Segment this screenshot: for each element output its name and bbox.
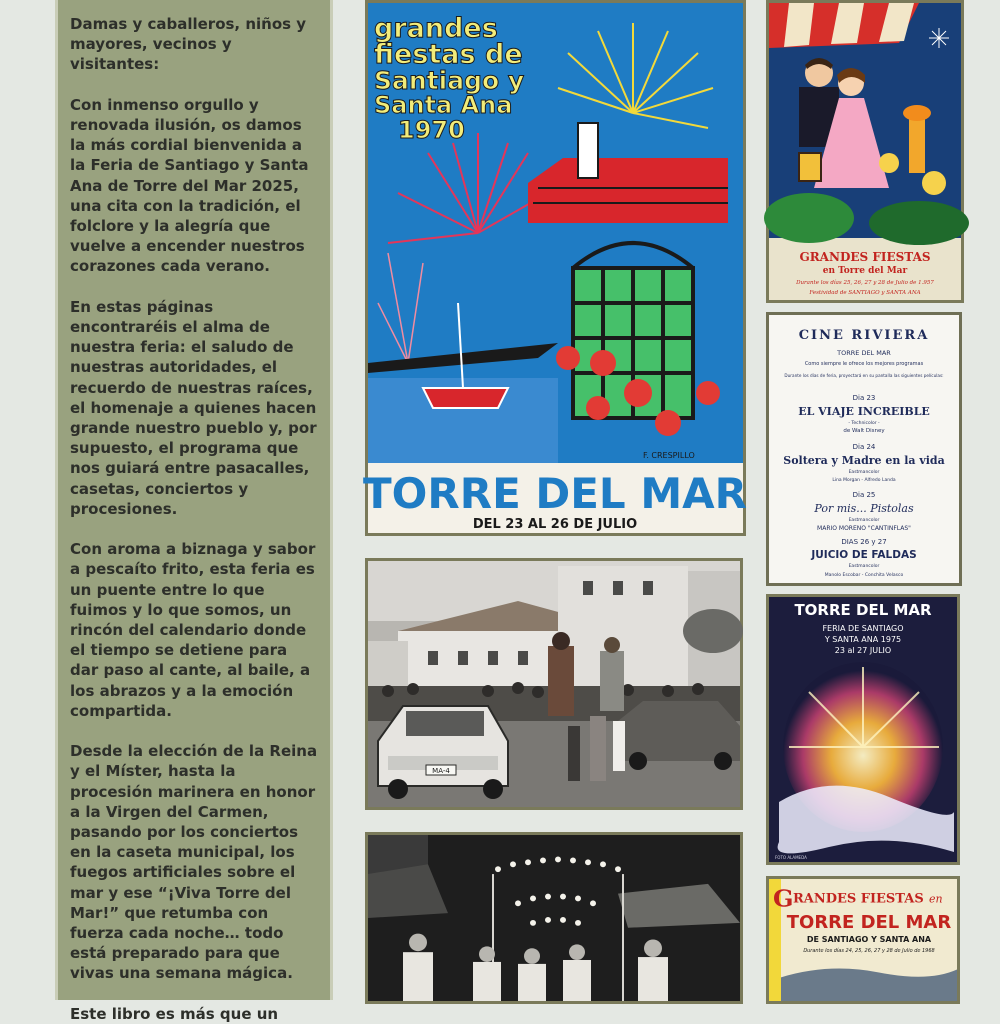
- cine-riviera-film-1-day: Dia 23: [852, 394, 876, 402]
- cine-riviera-film-4-credit: Manolo Escobar - Conchita Velasco: [824, 573, 904, 578]
- poster-1970-year: 1970: [398, 116, 465, 144]
- poster-1975: [766, 594, 960, 865]
- poster-1968: [766, 876, 960, 1004]
- poster-1970-title-line-3: Santiago y: [374, 66, 525, 95]
- intro-paragraph-6: Este libro es más que un: [70, 1004, 279, 1023]
- intro-paragraph-2: Con inmenso orgullo y renovada ilusión, os damos la más cordial bienvenida a la Feria de Santiago y Santa Ana de Torre del Mar 2025, una cita con la tradición, el folclore y la alegría que vuelve a encender nuestros corazones cada verano.: [70, 95, 309, 276]
- poster-1970: [365, 0, 746, 536]
- welcome-text-panel: [55, 0, 333, 1023]
- poster-1957-art: [769, 3, 961, 300]
- cine-riviera-title: CINE RIVIERA: [798, 328, 930, 343]
- cine-riviera-film-2-credit: Lina Morgan - Alfredo Landa: [832, 478, 896, 483]
- cine-riviera-art: [769, 315, 959, 583]
- cine-riviera-film-2-title: Soltera y Madre en la vida: [783, 454, 945, 467]
- cine-riviera-tagline: Como siempre le ofrece los mejores programas: [804, 361, 924, 367]
- poster-1957-dates: Durante los días 25, 26, 27 y 28 de Julio de 1.957: [796, 280, 934, 286]
- cine-riviera-film-4-title: JUICIO DE FALDAS: [811, 549, 917, 561]
- cine-riviera-film-4-format: Eastmancolor: [848, 564, 880, 569]
- poster-1975-art: [769, 597, 957, 862]
- cine-riviera-film-2-format: Eastmancolor: [848, 470, 880, 475]
- night-procession-photo-art: [368, 835, 740, 1001]
- intro-paragraph-3: En estas páginas encontraréis el alma de nuestra feria: el saludo de nuestras autoridades, el recuerdo de nuestras raíces, el homenaje a quienes hacen grande nuestro pueblo y, por supuesto, el programa que nos guiará entre pasacalles, casetas, conciertos y procesiones.: [70, 297, 317, 518]
- poster-1970-title-line-4: Santa Ana: [374, 91, 513, 119]
- cine-riviera-film-2-day: Dia 24: [852, 443, 876, 451]
- cine-riviera-film-3-day: Dia 25: [852, 491, 876, 499]
- cine-riviera-film-1-credit: de Walt Disney: [843, 428, 885, 434]
- poster-1975-line-2: Y SANTA ANA 1975: [824, 635, 902, 644]
- poster-1970-title-line-2: fiestas de: [374, 39, 523, 70]
- poster-1970-dates: DEL 23 AL 26 DE JULIO: [472, 517, 638, 532]
- poster-1957-subheading: en Torre del Mar: [822, 266, 908, 276]
- intro-paragraph-5: Desde la elección de la Reina y el Míster, hasta la procesión marinera en honor a la Virgen del Carmen, pasando por los conciertos en la caseta municipal, los fuegos artificiales sobre el mar y ese “¡Viva Torre del Mar!” que retumba con fuerza cada noche… todo está preparado para que vivas una semana mágica.: [70, 742, 318, 983]
- intro-paragraph-1: Damas y caballeros, niños y mayores, vecinos y visitantes:: [70, 15, 307, 74]
- cine-riviera-film-4-day: DIAS 26 y 27: [841, 538, 887, 546]
- poster-1968-heading-en: en: [929, 892, 943, 906]
- street-photo-plate: MA-4: [432, 767, 450, 775]
- intro-paragraph-4: Con aroma a biznaga y sabor a pescaíto frito, esta feria es un puente entre lo que fuimos y lo que somos, un rincón del calendario donde el tiempo se detiene para dar paso al cante, al baile, a los abrazos y a la emoción compartida.: [70, 540, 316, 720]
- poster-1957-festivity: Festividad de SANTIAGO y SANTA ANA: [809, 290, 921, 296]
- cine-riviera-film-1-title: EL VIAJE INCREIBLE: [798, 405, 930, 418]
- poster-1968-town: TORRE DEL MAR: [786, 912, 952, 934]
- cine-riviera-film-3-format: Eastmancolor: [848, 518, 880, 523]
- cine-riviera-town: TORRE DEL MAR: [837, 349, 891, 357]
- poster-1968-heading: RANDES FIESTAS: [793, 891, 924, 907]
- cine-riviera-film-1-format: - Technicolor -: [848, 421, 880, 426]
- poster-1970-art: [363, 3, 747, 533]
- poster-1968-dates: Durante los días 24, 25, 26, 27 y 28 de Julio de 1968: [803, 947, 935, 954]
- poster-1975-line-3: 23 al 27 JULIO: [834, 646, 892, 655]
- cine-riviera-intro: Durante los días de feria, proyectará en su pantalla las siguientes películas:: [784, 373, 944, 378]
- poster-1975-town: TORRE DEL MAR: [794, 601, 932, 619]
- poster-1968-art: [769, 879, 957, 1001]
- poster-1970-town: TORRE DEL MAR: [363, 469, 747, 518]
- cine-riviera-bill: [766, 312, 962, 586]
- poster-1968-heading-initial: G: [773, 884, 794, 913]
- poster-1957-heading: GRANDES FIESTAS: [799, 250, 931, 264]
- poster-1957: [766, 0, 964, 303]
- street-parade-photo: [365, 558, 743, 810]
- night-procession-photo: [365, 832, 743, 1004]
- cine-riviera-film-3-credit: MARIO MORENO "CANTINFLAS": [817, 525, 911, 532]
- cine-riviera-film-3-title: Por mis... Pistolas: [814, 502, 914, 515]
- poster-1970-title-line-1: grandes: [374, 13, 498, 44]
- poster-1968-subtitle: DE SANTIAGO Y SANTA ANA: [806, 935, 932, 944]
- street-parade-photo-art: [368, 561, 740, 807]
- poster-1975-line-1: FERIA DE SANTIAGO: [822, 624, 904, 633]
- poster-1970-signature: F. CRESPILLO: [643, 451, 695, 460]
- poster-1975-credit: FOTO ALAMEDA: [775, 855, 807, 860]
